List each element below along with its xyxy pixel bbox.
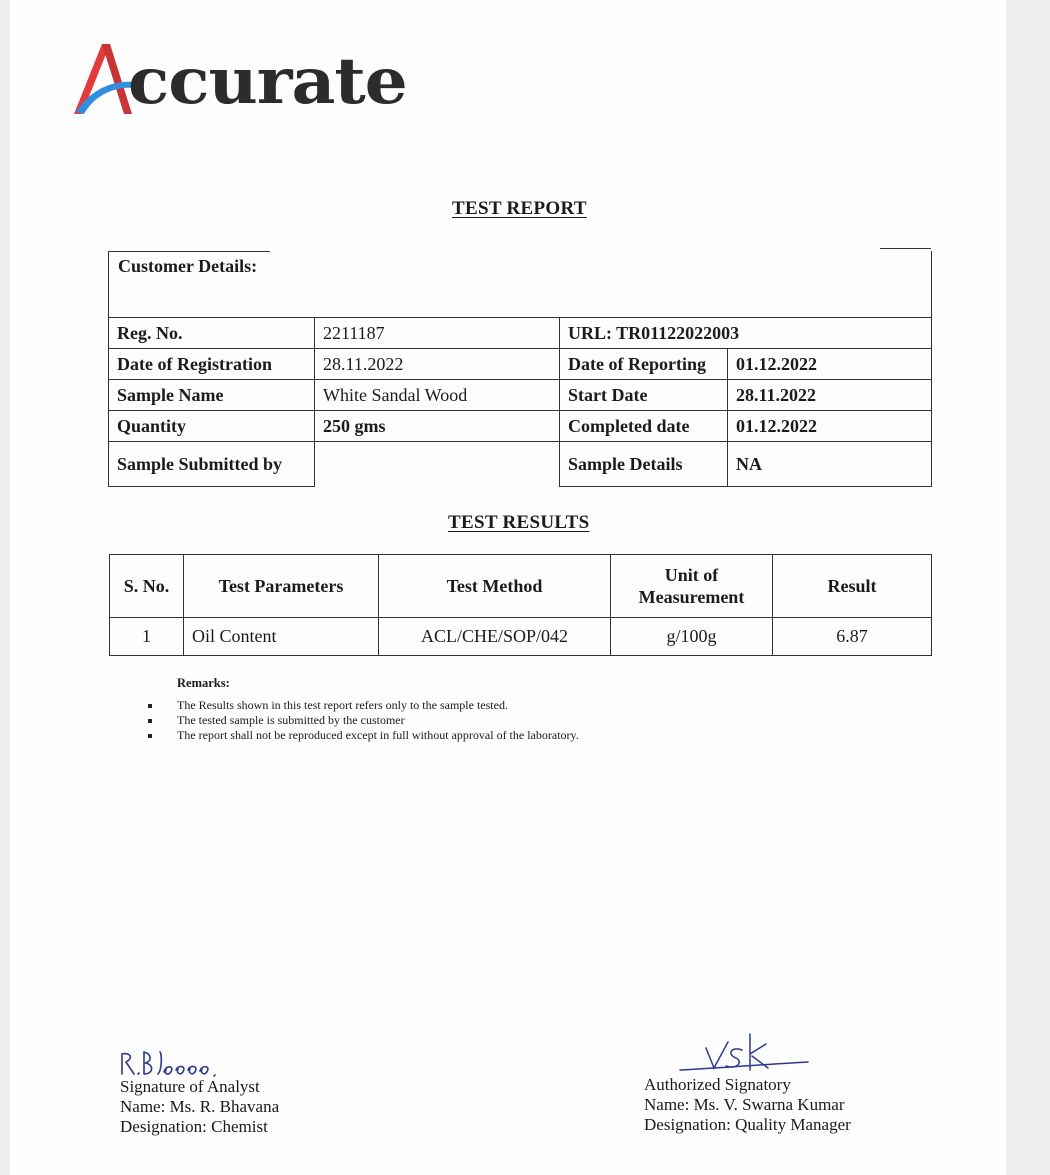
quantity-value: 250 gms (315, 411, 560, 442)
column-header: Test Method (379, 555, 611, 618)
table-row (110, 618, 932, 656)
divider (880, 248, 931, 249)
parameter-cell: Oil Content (184, 618, 379, 656)
date-registration-value: 28.11.2022 (315, 349, 560, 380)
completed-date-value: 01.12.2022 (728, 411, 932, 442)
table-row (109, 349, 932, 380)
sample-details-label: Sample Details (560, 442, 728, 487)
authorized-signature-block (644, 1075, 851, 1135)
column-header: S. No. (110, 555, 184, 618)
remark-item: The report shall not be reproduced except in full without approval of the laboratory. (148, 728, 579, 743)
sample-name-value: White Sandal Wood (315, 380, 560, 411)
accurate-logo (72, 40, 432, 120)
analyst-name: Name: Ms. R. Bhavana (120, 1097, 280, 1116)
table-row (109, 442, 932, 487)
remark-item: The tested sample is submitted by the customer (148, 713, 579, 728)
column-header: Unit of Measurement (611, 555, 773, 618)
analyst-signature-block (120, 1077, 279, 1137)
start-date-label: Start Date (560, 380, 728, 411)
report-page (10, 0, 1006, 1175)
table-header-row (110, 555, 932, 618)
url-value: URL: TR01122022003 (560, 318, 932, 349)
unit-cell: g/100g (611, 618, 773, 656)
reg-no-label: Reg. No. (109, 318, 315, 349)
sample-name-label: Sample Name (109, 380, 315, 411)
sample-details-value: NA (728, 442, 932, 487)
column-header: Test Parameters (184, 555, 379, 618)
logo-wordmark: ccurate (128, 44, 407, 119)
column-header: Result (773, 555, 932, 618)
analyst-caption: Signature of Analyst (120, 1077, 260, 1096)
quantity-label: Quantity (109, 411, 315, 442)
report-title: TEST REPORT (452, 198, 587, 219)
table-row (109, 380, 932, 411)
method-cell: ACL/CHE/SOP/042 (379, 618, 611, 656)
date-registration-label: Date of Registration (109, 349, 315, 380)
sno-cell: 1 (110, 618, 184, 656)
table-row (109, 318, 932, 349)
registration-info-table (108, 317, 932, 487)
date-reporting-label: Date of Reporting (560, 349, 728, 380)
customer-details-label: Customer Details: (118, 256, 258, 276)
date-reporting-value: 01.12.2022 (728, 349, 932, 380)
start-date-value: 28.11.2022 (728, 380, 932, 411)
test-results-table (109, 554, 932, 656)
sample-submitted-value (315, 442, 560, 487)
authorized-designation: Designation: Quality Manager (644, 1115, 851, 1134)
result-cell: 6.87 (773, 618, 932, 656)
analyst-designation: Designation: Chemist (120, 1117, 268, 1136)
sample-submitted-label: Sample Submitted by (109, 442, 315, 487)
remarks-title: Remarks: (177, 676, 230, 690)
reg-no-value: 2211187 (315, 318, 560, 349)
completed-date-label: Completed date (560, 411, 728, 442)
table-row (109, 411, 932, 442)
logo-a-mark-icon (72, 42, 134, 118)
remark-item: The Results shown in this test report refers only to the sample tested. (148, 698, 579, 713)
remarks-section (148, 676, 579, 743)
test-results-heading: TEST RESULTS (448, 512, 590, 533)
authorized-name: Name: Ms. V. Swarna Kumar (644, 1095, 845, 1114)
authorized-signature (670, 1030, 810, 1080)
authorized-caption: Authorized Signatory (644, 1075, 791, 1094)
